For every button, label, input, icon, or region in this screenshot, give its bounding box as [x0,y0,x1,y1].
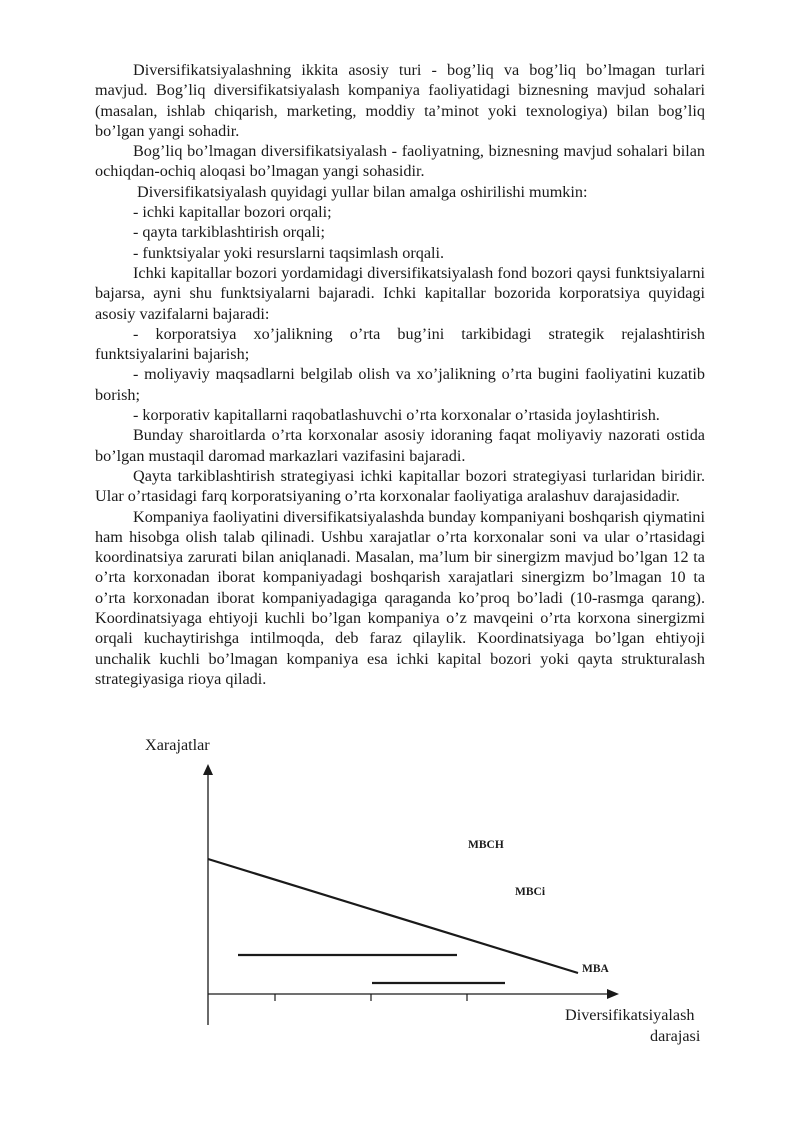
list-item: - ichki kapitallar bozori orqali; [133,203,332,222]
paragraph-7: Kompaniya faoliyatini diversifikatsiyalashda bunday kompaniyani boshqarish qiymatini ham hisobga olish talab qilinadi. Ushbu xarajatlar o’rta korxonalar soni va ular o’rtasidagi koordinatsiya zarurati bilan aniqlanadi. Masalan, ma’lum bir sinergizm mavjud bo’lgan 12 ta o’rta korxonadan iborat kompaniyadagi boshqarish xarajatlari sinergizm bo’lmagan 10 ta o’rta korxonadan iborat kompaniyadagiga qaraganda ko’proq bo’ladi (10-rasmga qarang). Koordinatsiyaga ehtiyoji kuchli bo’lgan kompaniya o’z mavqeini o’rta korxona sinergizmi orqali kuchaytirishga intilmoqda, deb faraz qilaylik. Koordinatsiyaga bo’lgan ehtiyoji unchalik kuchli bo’lmagan kompaniya esa ichki kapital bozori yoki qayta strukturalash strategiyasiga rioya qiladi. [95,507,705,688]
y-axis-arrow [203,764,213,775]
x-axis-arrow [607,989,619,999]
list-item: - qayta tarkiblashtirish orqali; [133,223,325,242]
x-axis-label-line1: Diversifikatsiyalash [565,1006,695,1024]
mba-label: MBA [582,963,609,975]
cost-diagram [95,735,715,1065]
paragraph-5: Bunday sharoitlarda o’rta korxonalar asosiy idoraning faqat moliyaviy nazorati ostida bo’lgan mustaqil daromad markazlari vazifasini bajaradi. [95,426,705,465]
list-item: - funktsiyalar yoki resurslarni taqsimlash orqali. [133,243,445,262]
paragraph-1: Diversifikatsiyalashning ikkita asosiy turi - bog’liq va bog’liq bo’lmagan turlari mavjud. Bog’liq diversifikatsiyalash kompaniya faoliyatidagi biznesning mavjud sohalari (masalan, ishlab chiqarish, marketing, moddiy ta’minot yoki texnologiya) bilan bog’liq bo’lgan yangi sohadir. [95,61,705,140]
paragraph-4: Ichki kapitallar bozori yordamidagi diversifikatsiyalash fond bozori qaysi funktsiyalarni bajarsa, ayni shu funktsiyalarni bajaradi. Ichki kapitallar bozorida korporatsiya quyidagi asosiy vazifalarni bajaradi: [95,263,705,323]
list-item: - korporativ kapitallarni raqobatlashuvchi o’rta korxonalar o’rtasida joylashtirish. [133,406,660,425]
mbch-label: MBCH [468,839,504,851]
paragraph-3: Diversifikatsiyalash quyidagi yullar bilan amalga oshirilishi mumkin: [137,182,588,201]
x-axis-label-line2: darajasi [650,1027,701,1045]
mbci-label: MBCi [515,886,546,898]
y-axis-label: Xarajatlar [145,736,210,754]
paragraph-6: Qayta tarkiblashtirish strategiyasi ichki kapitallar bozori strategiyasi turlaridan biridir. Ular o’rtasidagi farq korporatsiyaning o’rta korxonalar faoliyatiga aralashuv darajasidadir. [95,466,705,506]
document-body [95,60,705,689]
paragraph-2: Bog’liq bo’lmagan diversifikatsiyalash - faoliyatning, biznesning mavjud sohalari bilan ochiqdan-ochiq aloqasi bo’lmagan yangi sohasidir. [95,142,705,181]
list-item: - korporatsiya xo’jalikning o’rta bug’ini tarkibidagi strategik rejalashtirish funktsiyalarini bajarish; [95,324,705,364]
list-item: - moliyaviy maqsadlarni belgilab olish va xo’jalikning o’rta bugini faoliyatini kuzatib borish; [95,365,705,404]
